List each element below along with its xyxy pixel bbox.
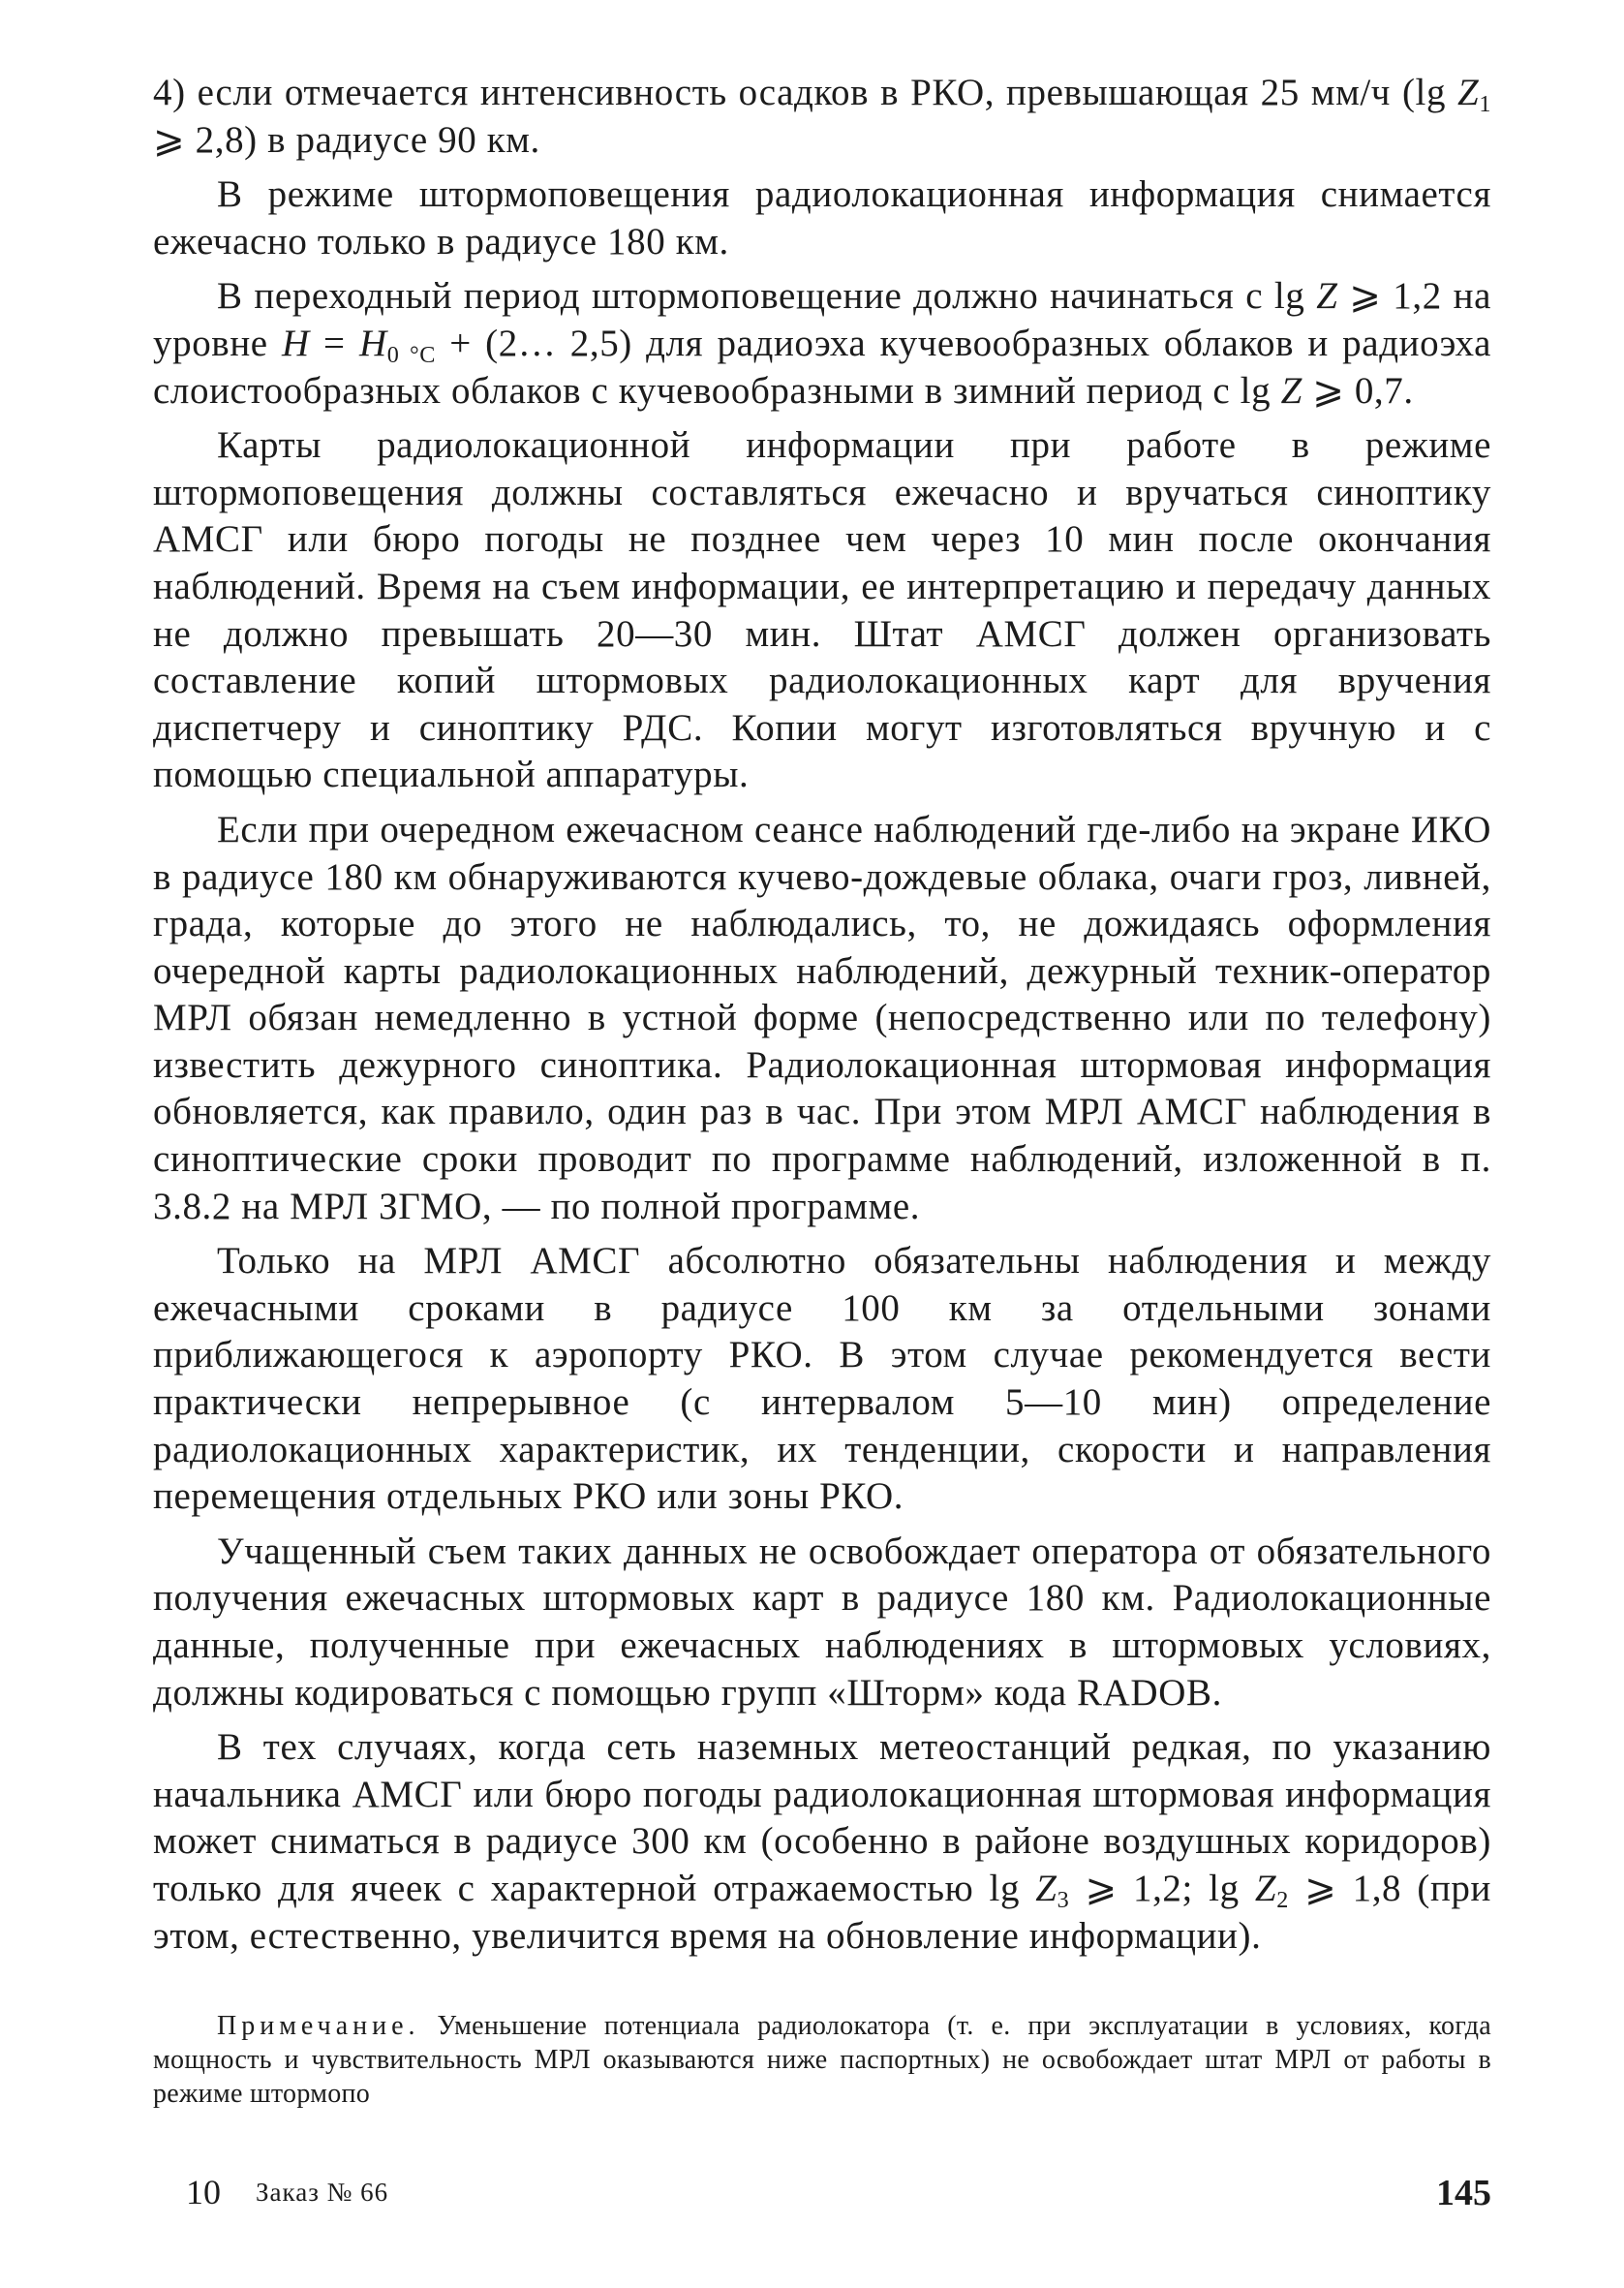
text-run: + (2… 2,5) для радиоэха кучевообразных облаков и радиоэха слоистообразных облаков с кучевообразными в зимний период с lg <box>153 322 1491 412</box>
text-run: Учащенный съем таких данных не освобождает оператора от обязательного получения ежечасных штормовых карт в радиусе 180 км. Радиолокационные данные, полученные при ежечасных наблюдениях в штормовых условиях, должны кодироваться с помощью групп «Шторм» кода RADOB. <box>153 1530 1491 1714</box>
paragraph <box>153 807 1491 1230</box>
paragraph <box>153 1529 1491 1716</box>
subscript: 0 °C <box>386 341 436 368</box>
paragraph <box>153 1724 1491 1960</box>
text-run: В переходный период штормоповещение должно начинаться с lg <box>217 275 1317 318</box>
page-number: 145 <box>1436 2173 1491 2213</box>
text-run: ⩾ 1,2 на уровне <box>153 275 1491 364</box>
math-variable: Z <box>1457 72 1480 113</box>
print-order: Заказ № 66 <box>256 2178 389 2207</box>
text-run: ⩾ 1,2; lg <box>1069 1867 1255 1909</box>
subscript: 3 <box>1057 1886 1070 1913</box>
text-run: Если при очередном ежечасном сеансе наблюдений где-либо на экране ИКО в радиусе 180 км обнаруживаются кучево-дождевые облака, очаги гроз, ливней, града, которые до этого не наблюдались, то, не дожидаясь оформления очередной карты радиолокационных наблюдений, дежурный техник-оператор МРЛ обязан немедленно в устной форме (непосредственно или по телефону) известить дежурного синоптика. Радиолокационная штормовая информация обновляется, как правило, один раз в час. При этом МРЛ АМСГ наблюдения в синоптические сроки проводит по программе наблюдений, изложенной в п. 3.8.2 на МРЛ ЗГМО, — по полной программе. <box>153 808 1491 1227</box>
note-label: Примечание. <box>217 2011 420 2041</box>
math-variable: H <box>282 322 310 364</box>
text-run: В тех случаях, когда сеть наземных метеостанций редкая, по указанию начальника АМСГ или бюро погоды радиолокационная штормовая информация может сниматься в радиусе 300 км (особенно в районе воздушных коридоров) только для ячеек с характерной отражаемостью lg <box>153 1726 1491 1909</box>
body-text <box>153 70 1491 1967</box>
math-variable: Z <box>1035 1867 1057 1909</box>
text-run: Карты радиолокационной информации при работе в режиме штормоповещения должны составляться ежечасно и вручаться синоптику АМСГ или бюро погоды не позднее чем через 10 мин после окончания наблюдений. Время на съем информации, ее интерпретацию и передачу данных не должно превышать 20—30 мин. Штат АМСГ должен организовать составление копий штормовых радиолокационных карт для вручения диспетчеру и синоптику РДС. Копии могут изготовляться вручную и с помощью специальной аппаратуры. <box>153 424 1491 796</box>
page-footer <box>186 2172 1491 2220</box>
text-run: ⩾ 2,8) в радиусе 90 км. <box>153 118 540 161</box>
text-run: 4) если отмечается интенсивность осадков в РКО, превышающая 25 мм/ч (lg <box>153 72 1458 113</box>
paragraph <box>153 422 1491 799</box>
paragraph <box>153 1238 1491 1521</box>
text-run: ⩾ 0,7. <box>1302 369 1414 412</box>
text-run: ⩾ 1,8 (при этом, естественно, увеличится время на обновление информации). <box>153 1867 1492 1957</box>
paragraph <box>153 171 1491 265</box>
math-variable: Z <box>1254 1867 1277 1909</box>
math-variable: H <box>358 322 387 364</box>
text-run: Только на МРЛ АМСГ абсолютно обязательны наблюдения и между ежечасными сроками в радиусе 100 км за отдельными зонами приближающегося к аэропорту РКО. В этом случае рекомендуется вести практически непрерывное (с интервалом 5—10 мин) определение радиолокационных характеристик, их тенденции, скорости и направления перемещения отдельных РКО или зоны РКО. <box>153 1240 1491 1518</box>
footnote <box>153 2009 1491 2111</box>
paragraph <box>153 70 1491 164</box>
text-run: = <box>309 322 359 364</box>
subscript: 1 <box>1479 90 1491 117</box>
note-text: Уменьшение потенциала радиолокатора (т. е. при эксплуатации в условиях, когда мощность и чувствительность МРЛ оказываются ниже паспортных) не освобождает штат МРЛ от работы в режиме штормопо <box>153 2011 1491 2109</box>
paragraph <box>153 273 1491 415</box>
signature-number: 10 <box>186 2173 221 2211</box>
math-variable: Z <box>1316 275 1338 318</box>
math-variable: Z <box>1280 369 1302 412</box>
text-run: В режиме штормоповещения радиолокационная информация снимается ежечасно только в радиусе 180 км. <box>153 173 1491 263</box>
subscript: 2 <box>1276 1886 1289 1913</box>
